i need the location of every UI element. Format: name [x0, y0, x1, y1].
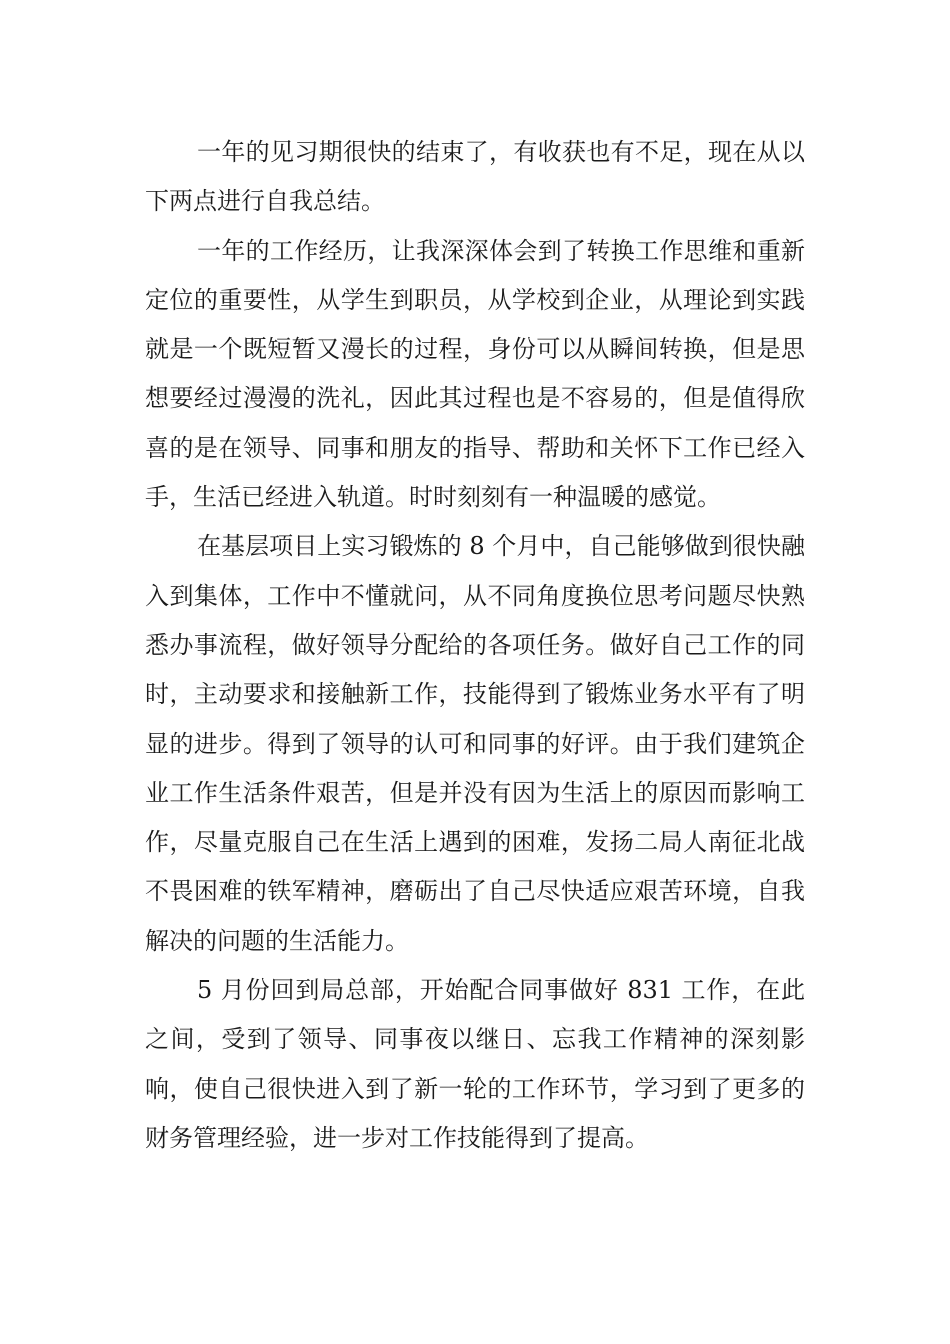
paragraph-intro: 一年的见习期很快的结束了，有收获也有不足，现在从以下两点进行自我总结。 — [145, 138, 805, 216]
paragraph-headquarters: 5 月份回到局总部，开始配合同事做好 831 工作，在此之间，受到了领导、同事夜以继日、忘我工作精神的深刻影响，使自己很快进入到了新一轮的工作环节，学习到了更多的财务管理经验，进一步对工作技能得到了提高。 — [145, 976, 805, 1152]
document-body — [145, 128, 805, 1163]
paragraph-work-experience: 一年的工作经历，让我深深体会到了转换工作思维和重新定位的重要性，从学生到职员，从学校到企业，从理论到实践就是一个既短暂又漫长的过程，身份可以从瞬间转换，但是思想要经过漫漫的洗礼，因此其过程也是不容易的，但是值得欣喜的是在领导、同事和朋友的指导、帮助和关怀下工作已经入手，生活已经进入轨道。时时刻刻有一种温暖的感觉。 — [145, 236, 805, 512]
paragraph-field-training: 在基层项目上实习锻炼的 8 个月中，自己能够做到很快融入到集体，工作中不懂就问，从不同角度换位思考问题尽快熟悉办事流程，做好领导分配给的各项任务。做好自己工作的同时，主动要求和接触新工作，技能得到了锻炼业务水平有了明显的进步。得到了领导的认可和同事的好评。由于我们建筑企业工作生活条件艰苦，但是并没有因为生活上的原因而影响工作，尽量克服自己在生活上遇到的困难，发扬二局人南征北战不畏困难的铁军精神，磨砺出了自己尽快适应艰苦环境，自我解决的问题的生活能力。 — [145, 532, 805, 955]
